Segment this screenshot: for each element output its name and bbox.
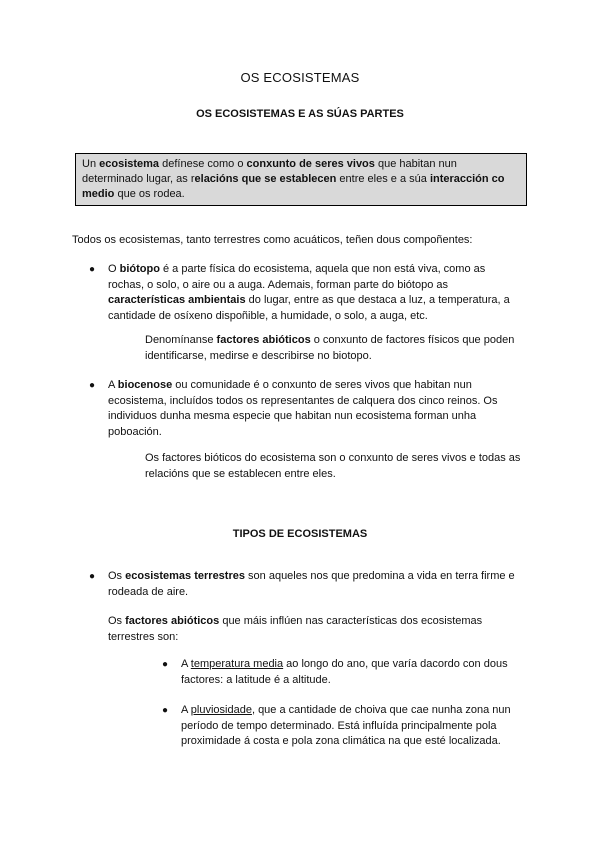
term-temperatura-media: temperatura media <box>190 658 284 670</box>
biotopo-paragraph: O biótopo é a parte física do ecosistema, aquela que non está viva, como as rochas, o solo, o aire ou a auga. Ademais, forman parte do biótopo as características ambientais do lugar, entre as que destaca a luz, a temperatura, a cantidade de osíxeno dispoñible, a humidade, o solo, a auga, etc. <box>108 263 510 322</box>
pluviosidade-paragraph: A pluviosidade, que a cantidade de choiva que cae nunha zona nun período de tempo determinado. Está influída principalmente pola proximidade á costa e pola zona climática na que esté localizada. <box>181 704 511 747</box>
term-factores-abioticos-2: factores abióticos <box>125 615 220 627</box>
factores-terrestres-paragraph: Os factores abióticos que máis inflúen nas características dos ecosistemas terrestres son: <box>108 615 483 643</box>
definition-box: Un ecosistema defínese como o conxunto de seres vivos que habitan nun determinado lugar, as relacións que se establecen entre eles e a súa interacción co medio que os rodea. <box>75 153 527 206</box>
term-caracteristicas: características ambientais <box>108 294 246 306</box>
term-ecosistema: ecosistema <box>99 158 160 170</box>
terrestres-paragraph: Os ecosistemas terrestres son aqueles nos que predomina a vida en terra firme e rodeada de aire. <box>108 570 515 598</box>
abioticos-paragraph: Denomínanse factores abióticos o conxunto de factores físicos que poden identificarse, medirse e describirse no biotopo. <box>145 334 515 362</box>
bullet-icon: ● <box>161 705 169 716</box>
term-relacions: elacións que se establecen <box>194 173 337 185</box>
bullet-icon: ● <box>88 264 96 275</box>
intro-paragraph: Todos os ecosistemas, tanto terrestres como acuáticos, teñen dous compoñentes: <box>72 234 473 246</box>
bioticos-paragraph: Os factores bióticos do ecosistema son o conxunto de seres vivos e todas as relacións que se establecen entre eles. <box>145 452 521 480</box>
bullet-icon: ● <box>161 659 169 670</box>
term-conxunto-seres-vivos: conxunto de seres vivos <box>246 158 375 170</box>
bullet-icon: ● <box>88 571 96 582</box>
section-title-tipos: TIPOS DE ECOSISTEMAS <box>232 528 368 540</box>
term-interaccion: interacción co medio <box>82 173 505 200</box>
temperatura-paragraph: A temperatura media ao longo do ano, que varía dacordo con dous factores: a latitude é a altitude. <box>181 658 508 686</box>
term-ecosistemas-terrestres: ecosistemas terrestres <box>125 570 245 582</box>
term-biocenose: biocenose <box>117 379 173 391</box>
term-factores-abioticos: factores abióticos <box>216 334 311 346</box>
term-biotopo: biótopo <box>119 263 160 275</box>
biocenose-paragraph: A biocenose ou comunidade é o conxunto de seres vivos que habitan nun ecosistema, incluídos todos os representantes de calquera dos cinco reinos. Os individuos dunha mesma especie que habitan nun ecosistema forman unha poboación. <box>108 379 498 438</box>
bullet-icon: ● <box>88 380 96 391</box>
page-subtitle: OS ECOSISTEMAS E AS SÚAS PARTES <box>196 108 404 120</box>
term-pluviosidade: pluviosidade <box>190 704 252 716</box>
page-title: OS ECOSISTEMAS <box>240 70 360 85</box>
